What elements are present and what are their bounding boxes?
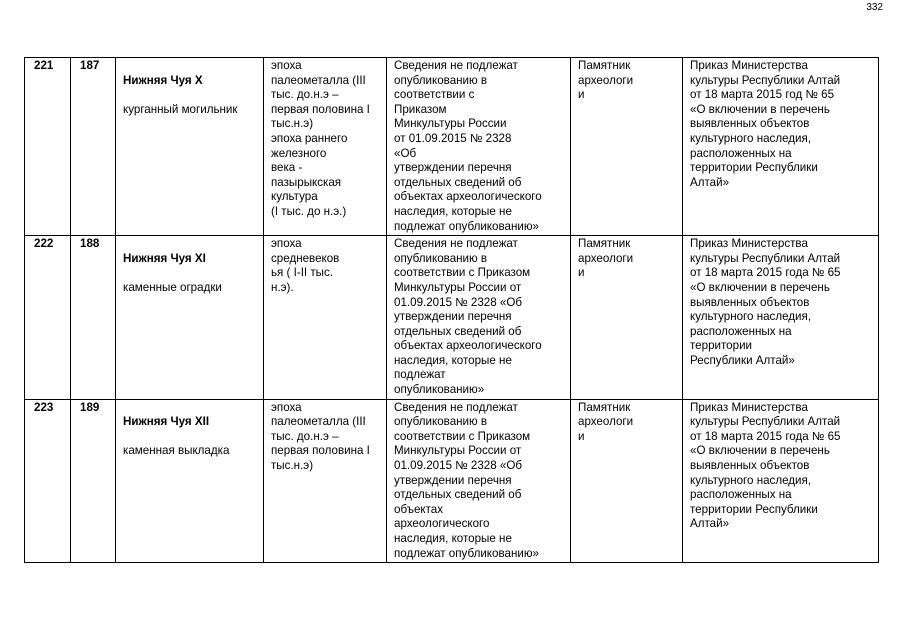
legal-document-cell: Приказ Министерства культуры Республики Алтай от 18 марта 2015 года № 65 «О включении в перечень выявленных объектов культурного наследия, расположенных на территории Республики Алтай» bbox=[683, 399, 879, 563]
publication-note-cell: Сведения не подлежат опубликованию в соответствии с Приказом Минкультуры России от 01.09.2015 № 2328 «Об утверждении перечня отдельных сведений об объектах археологического наследия, которые не подлежат опубликованию» bbox=[387, 236, 571, 400]
category-cell: Памятник археологи и bbox=[571, 236, 683, 400]
object-number-cell: 188 bbox=[71, 236, 116, 400]
object-name-cell bbox=[116, 399, 264, 563]
table-row bbox=[25, 399, 879, 563]
publication-note-cell: Сведения не подлежат опубликованию в соответствии с Приказом Минкультуры России от 01.09.2015 № 2328 «Об утверждении перечня отдельных сведений об объектах археологического наследия, которые не подлежат опубликованию» bbox=[387, 58, 571, 236]
page-number: 332 bbox=[866, 2, 883, 13]
object-title: Нижняя Чуя X bbox=[123, 73, 203, 87]
heritage-registry-table bbox=[24, 57, 879, 563]
object-type: каменная выкладка bbox=[123, 444, 230, 458]
object-type: курганный могильник bbox=[123, 102, 238, 116]
object-title: Нижняя Чуя XI bbox=[123, 251, 206, 265]
table-row bbox=[25, 236, 879, 400]
object-type: каменные оградки bbox=[123, 280, 222, 294]
object-number-cell: 187 bbox=[71, 58, 116, 236]
object-number-cell: 189 bbox=[71, 399, 116, 563]
legal-document-cell: Приказ Министерства культуры Республики Алтай от 18 марта 2015 год № 65 «О включении в перечень выявленных объектов культурного наследия, расположенных на территории Республики Алтай» bbox=[683, 58, 879, 236]
row-index-cell: 222 bbox=[25, 236, 71, 400]
dating-cell: эпоха палеометалла (III тыс. до.н.э – первая половина I тыс.н.э) эпоха раннего железного века - пазырыкская культура (I тыс. до н.э.) bbox=[264, 58, 387, 236]
row-index-cell: 221 bbox=[25, 58, 71, 236]
dating-cell: эпоха палеометалла (III тыс. до.н.э – первая половина I тыс.н.э) bbox=[264, 399, 387, 563]
object-title: Нижняя Чуя XII bbox=[123, 415, 210, 429]
object-name-cell bbox=[116, 236, 264, 400]
legal-document-cell: Приказ Министерства культуры Республики Алтай от 18 марта 2015 года № 65 «О включении в перечень выявленных объектов культурного наследия, расположенных на территории Республики Алтай» bbox=[683, 236, 879, 400]
category-cell: Памятник археологи и bbox=[571, 58, 683, 236]
publication-note-cell: Сведения не подлежат опубликованию в соответствии с Приказом Минкультуры России от 01.09.2015 № 2328 «Об утверждении перечня отдельных сведений об объектах археологического наследия, которые не подлежат опубликованию» bbox=[387, 399, 571, 563]
table-row bbox=[25, 58, 879, 236]
category-cell: Памятник археологи и bbox=[571, 399, 683, 563]
row-index-cell: 223 bbox=[25, 399, 71, 563]
dating-cell: эпоха средневеков ья ( I-II тыс. н.э). bbox=[264, 236, 387, 400]
object-name-cell bbox=[116, 58, 264, 236]
